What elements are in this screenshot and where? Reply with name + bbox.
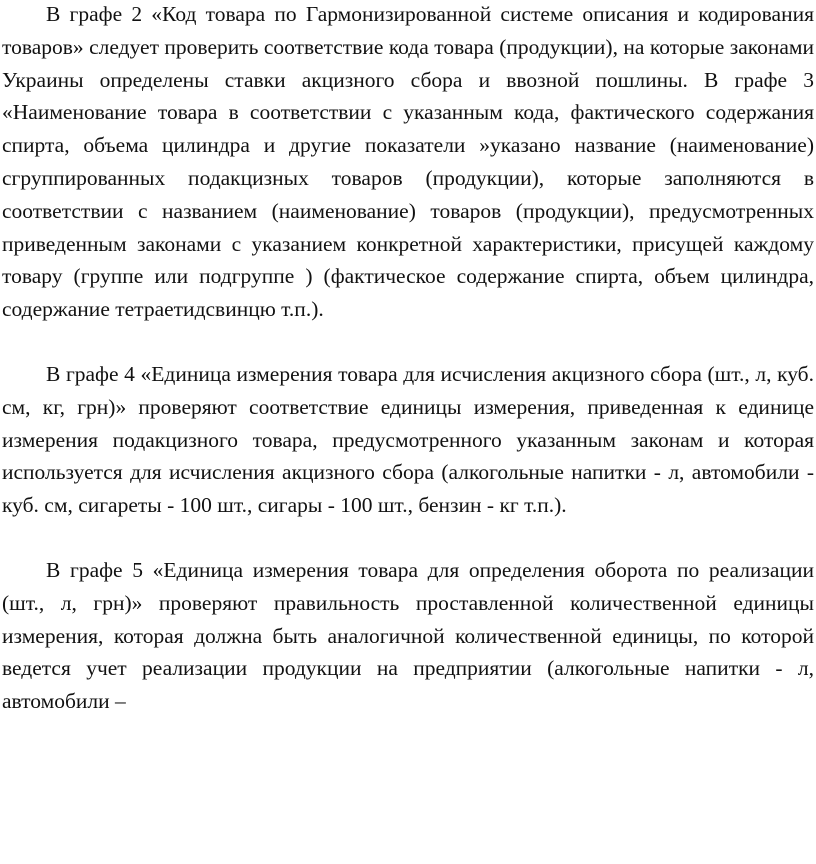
- paragraph-grafa-2-3: В графе 2 «Код товара по Гармонизированной системе описания и кодирования товаров» следует проверить соответствие кода товара (продукции), на которые законами Украины определены ставки акцизного сбора и ввозной пошлины. В графе 3 «Наименование товара в соответствии с указанным кода, фактического содержания спирта, объема цилиндра и другие показатели »указано название (наименование) сгруппированных подакцизных товаров (продукции), которые заполняются в соответствии с названием (наименование) товаров (продукции), предусмотренных приведенным законами с указанием конкретной характеристики, присущей каждому товару (группе или подгруппе ) (фактическое содержание спирта, объем цилиндра, содержание тетраетидсвинцю т.п.).: [2, 2, 814, 322]
- paragraph-grafa-5: В графе 5 «Единица измерения товара для определения оборота по реализации (шт., л, грн)» проверяют правильность проставленной количественной единицы измерения, которая должна быть аналогичной количественной единицы, по которой ведется учет реализации продукции на предприятии (алкогольные напитки - л, автомобили –: [2, 557, 814, 714]
- paragraph-grafa-4: В графе 4 «Единица измерения товара для исчисления акцизного сбора (шт., л, куб. см, кг, грн)» проверяют соответствие единицы измерения, приведенная к единице измерения подакцизного товара, предусмотренного указанным законам и которая используется для исчисления акцизного сбора (алкогольные напитки - л, автомобили - куб. см, сигареты - 100 шт., сигары - 100 шт., бензин - кг т.п.).: [2, 361, 814, 518]
